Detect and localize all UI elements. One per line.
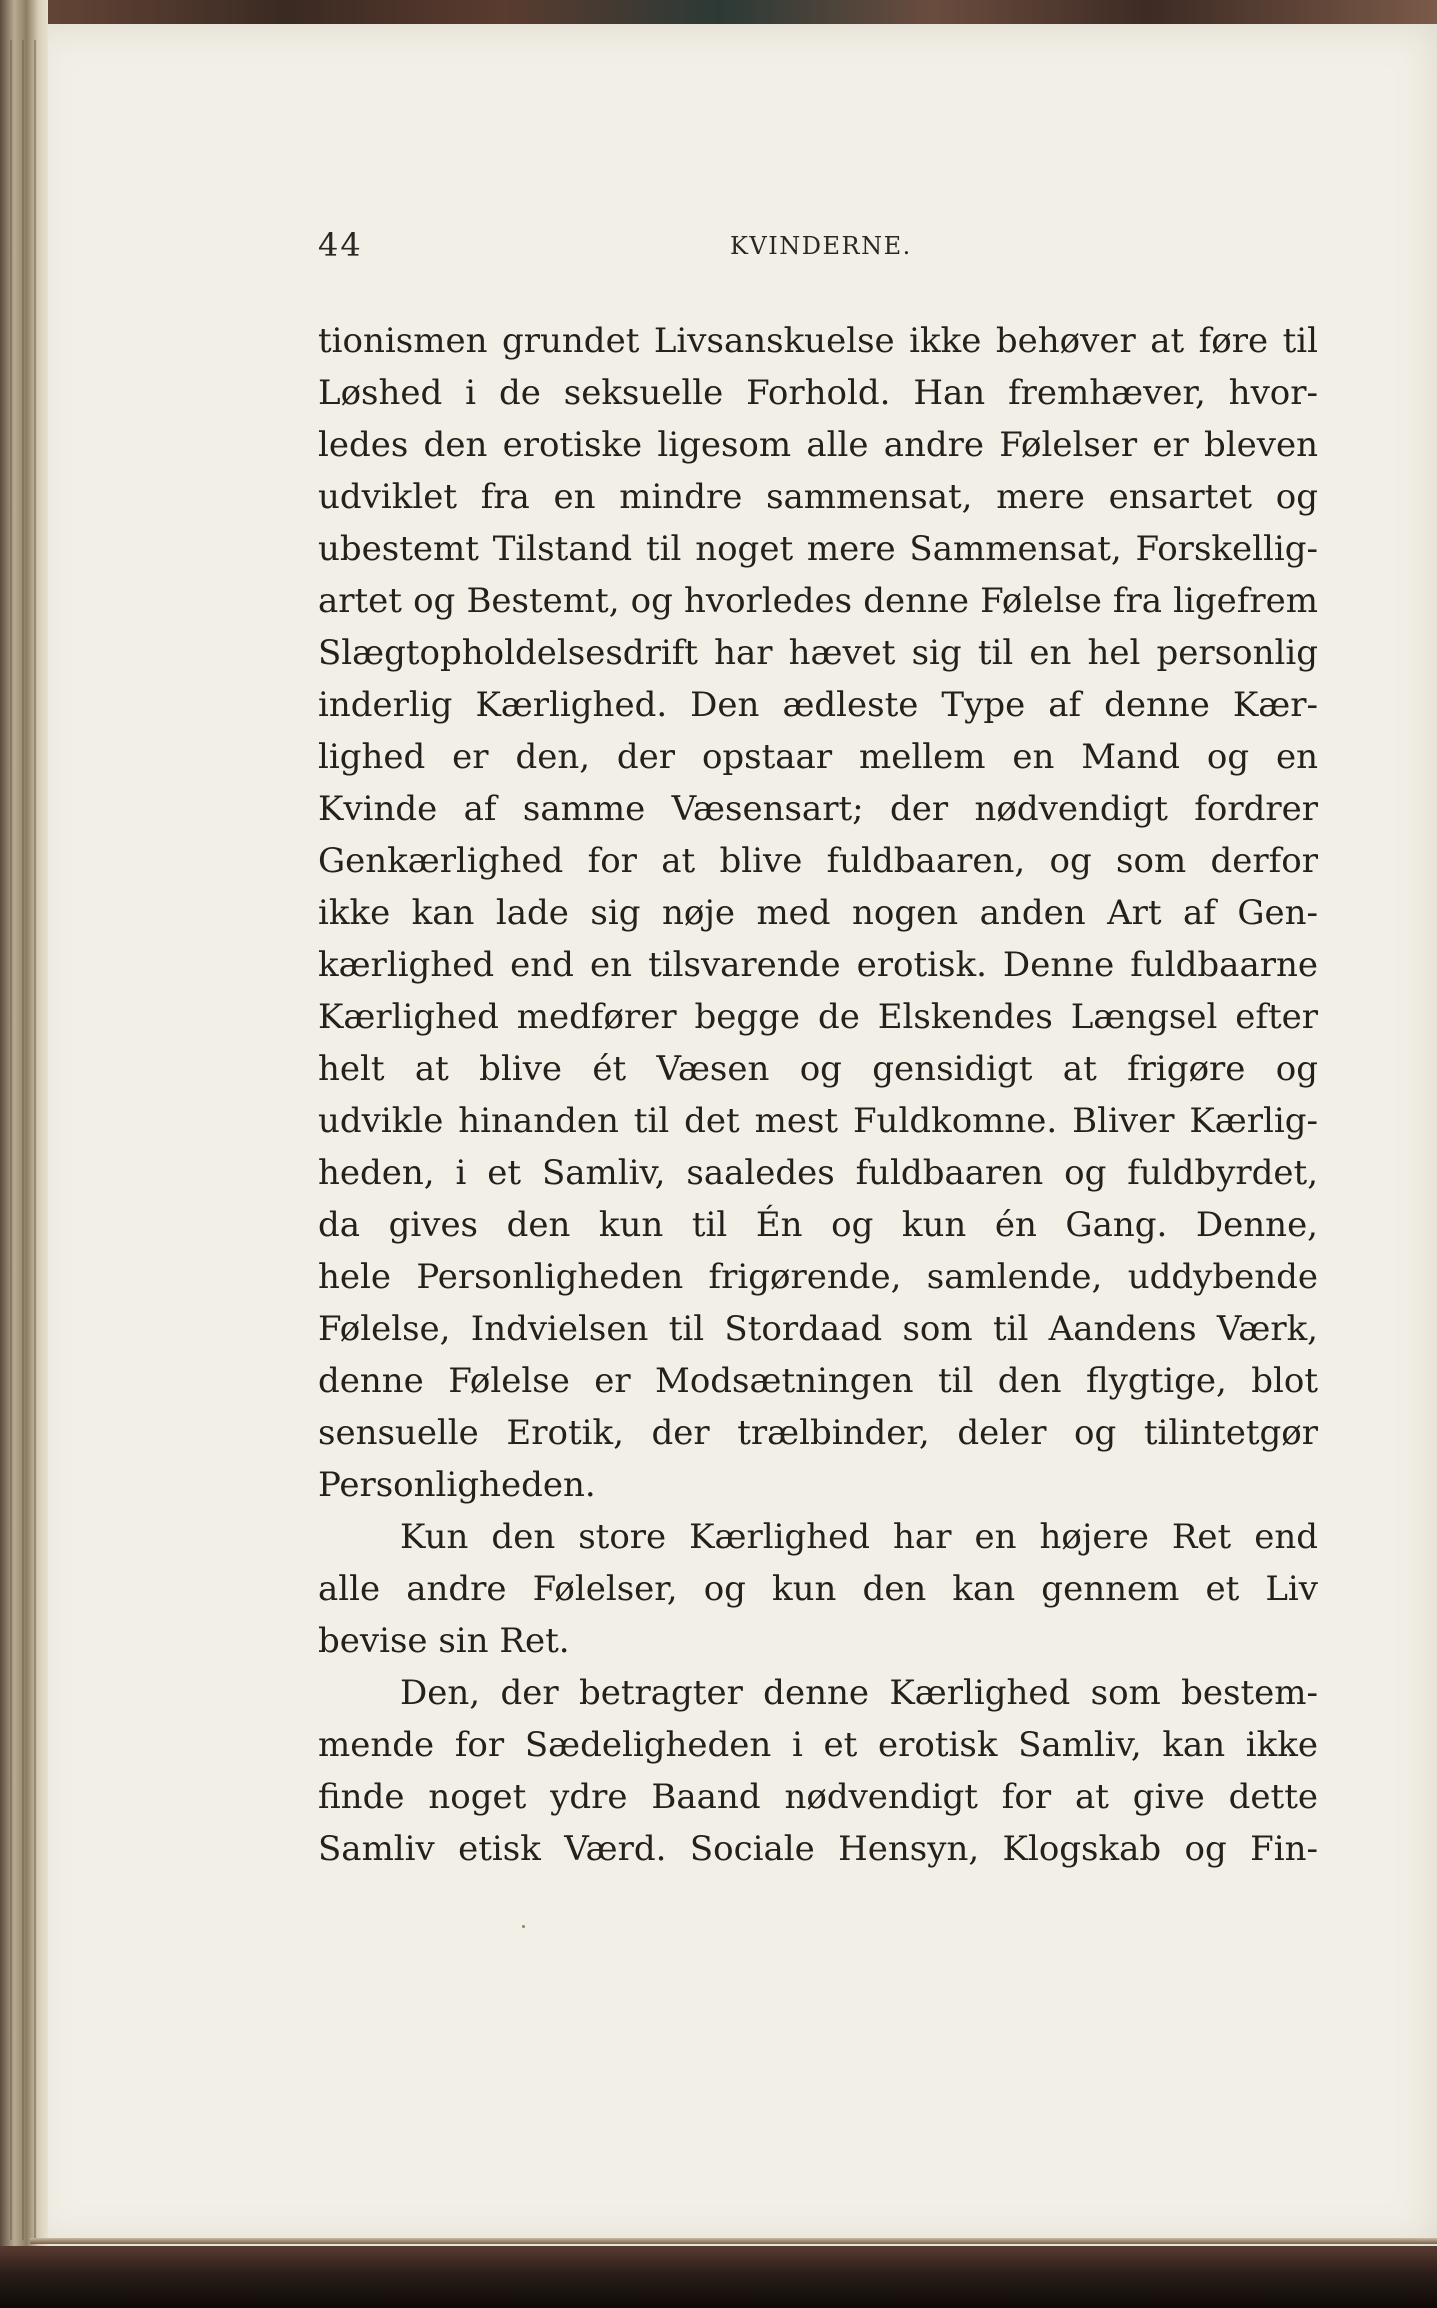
text-line: ikke kan lade sig nøje med nogen anden Art af Gen-	[318, 893, 1318, 933]
text-line: mende for Sædeligheden i et erotisk Samliv, kan ikke	[318, 1725, 1318, 1765]
ink-speck	[522, 1925, 525, 1928]
text-line: kærlighed end en tilsvarende erotisk. Denne fuldbaarne	[318, 945, 1318, 985]
gutter-line	[34, 40, 36, 2240]
binding-gutter	[0, 0, 48, 2308]
text-line: finde noget ydre Baand nødvendigt for at give dette	[318, 1777, 1318, 1817]
body-text	[318, 315, 1318, 1875]
page-bottom-edge	[30, 2238, 1437, 2244]
text-line: heden, i et Samliv, saaledes fuldbaaren og fuldbyrdet,	[318, 1153, 1318, 1193]
text-line: denne Følelse er Modsætningen til den flygtige, blot	[318, 1361, 1318, 1401]
text-line: udviklet fra en mindre sammensat, mere ensartet og	[318, 477, 1318, 517]
text-line: Følelse, Indvielsen til Stordaad som til Aandens Værk,	[318, 1309, 1318, 1349]
text-line: ubestemt Tilstand til noget mere Sammensat, Forskellig-	[318, 529, 1318, 569]
text-line: bevise sin Ret.	[318, 1621, 570, 1661]
running-title: KVINDERNE.	[730, 232, 912, 260]
text-line: inderlig Kærlighed. Den ædleste Type af denne Kær-	[318, 685, 1318, 725]
text-line: Den, der betragter denne Kærlighed som bestem-	[400, 1673, 1318, 1713]
text-line: Samliv etisk Værd. Sociale Hensyn, Klogskab og Fin-	[318, 1829, 1318, 1869]
text-line: helt at blive ét Væsen og gensidigt at frigøre og	[318, 1049, 1318, 1089]
text-line: lighed er den, der opstaar mellem en Mand og en	[318, 737, 1318, 777]
text-line: Slægtopholdelsesdrift har hævet sig til en hel personlig	[318, 633, 1318, 673]
running-head	[318, 226, 1318, 270]
text-line: Kvinde af samme Væsensart; der nødvendigt fordrer	[318, 789, 1318, 829]
text-line: Kærlighed medfører begge de Elskendes Længsel efter	[318, 997, 1318, 1037]
text-line: ledes den erotiske ligesom alle andre Følelser er bleven	[318, 425, 1318, 465]
cover-bottom-edge	[0, 2246, 1437, 2308]
text-line: Personligheden.	[318, 1465, 596, 1505]
text-line: Løshed i de seksuelle Forhold. Han fremhæver, hvor-	[318, 373, 1318, 413]
gutter-line	[22, 40, 24, 2240]
text-line: Genkærlighed for at blive fuldbaaren, og som derfor	[318, 841, 1318, 881]
text-line: artet og Bestemt, og hvorledes denne Følelse fra ligefrem	[318, 581, 1318, 621]
text-line: sensuelle Erotik, der trælbinder, deler og tilintetgør	[318, 1413, 1318, 1453]
gutter-line	[10, 40, 12, 2240]
text-line: udvikle hinanden til det mest Fuldkomne. Bliver Kærlig-	[318, 1101, 1318, 1141]
text-line: hele Personligheden frigørende, samlende, uddybende	[318, 1257, 1318, 1297]
text-line: tionismen grundet Livsanskuelse ikke behøver at føre til	[318, 321, 1318, 361]
text-line: Kun den store Kærlighed har en højere Ret end	[400, 1517, 1318, 1557]
text-line: alle andre Følelser, og kun den kan gennem et Liv	[318, 1569, 1318, 1609]
text-line: da gives den kun til Én og kun én Gang. Denne,	[318, 1205, 1318, 1245]
page-number: 44	[318, 226, 363, 264]
